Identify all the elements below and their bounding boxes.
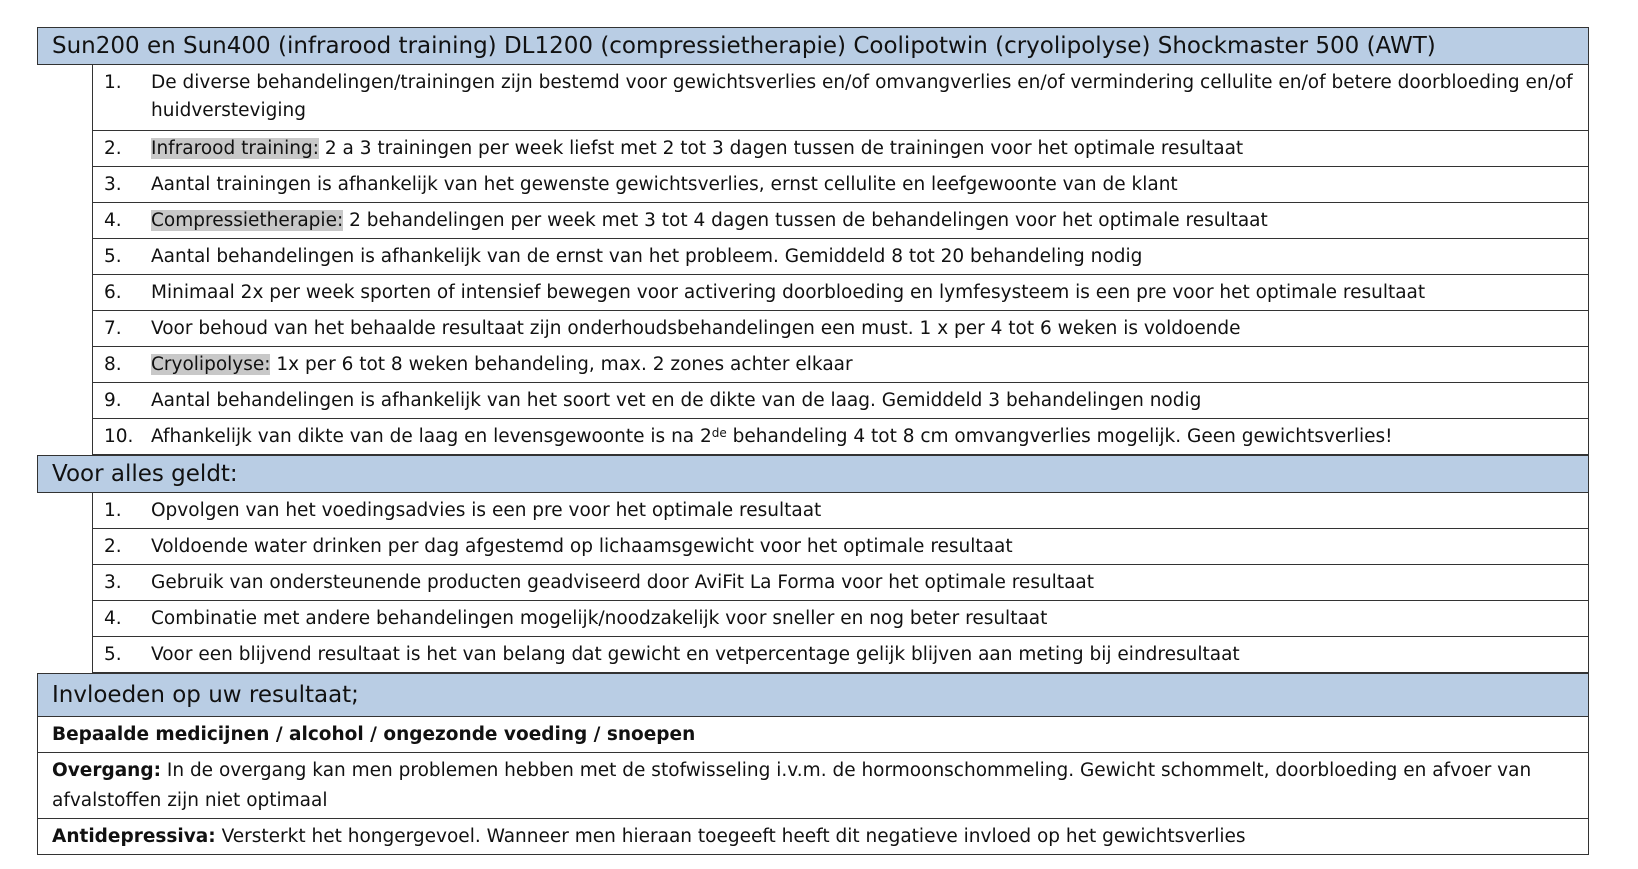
general-list <box>92 493 1589 673</box>
influence-row: Antidepressiva: Versterkt het hongergevoel. Wanneer men hieraan toegeeft heeft dit negatieve invloed op het gewichtsverlies <box>38 819 1588 855</box>
highlight-label: Cryolipolyse: <box>151 354 271 375</box>
influence-row: Bepaalde medicijnen / alcohol / ongezonde voeding / snoepen <box>38 717 1588 753</box>
list-item: 1. De diverse behandelingen/trainingen zijn bestemd voor gewichtsverlies en/of omvangverlies en/of vermindering cellulite en/of betere doorbloeding en/of huidversteviging <box>93 65 1588 131</box>
list-item: 1. Opvolgen van het voedingsadvies is een pre voor het optimale resultaat <box>93 493 1588 529</box>
section-title-treatments: Sun200 en Sun400 (infrarood training) DL1200 (compressietherapie) Coolipotwin (cryolipolyse) Shockmaster 500 (AWT) <box>37 27 1589 65</box>
section-title-general: Voor alles geldt: <box>37 455 1589 493</box>
list-item: 4. Combinatie met andere behandelingen mogelijk/noodzakelijk voor sneller en nog beter resultaat <box>93 601 1588 637</box>
list-item: 2. Voldoende water drinken per dag afgestemd op lichaamsgewicht voor het optimale resultaat <box>93 529 1588 565</box>
influences-list <box>37 717 1589 855</box>
list-item: 10. Afhankelijk van dikte van de laag en levensgewoonte is na 2de behandeling 4 tot 8 cm omvangverlies mogelijk. Geen gewichtsverlies! <box>93 419 1588 455</box>
highlight-label: Compressietherapie: <box>151 210 344 231</box>
list-item: 3. Gebruik van ondersteunende producten geadviseerd door AviFit La Forma voor het optimale resultaat <box>93 565 1588 601</box>
list-item: 3. Aantal trainingen is afhankelijk van het gewenste gewichtsverlies, ernst cellulite en leefgewoonte van de klant <box>93 167 1588 203</box>
document <box>37 27 1589 855</box>
highlight-label: Infrarood training: <box>151 138 319 159</box>
list-item: 6. Minimaal 2x per week sporten of intensief bewegen voor activering doorbloeding en lymfesysteem is een pre voor het optimale resultaat <box>93 275 1588 311</box>
list-item: 9. Aantal behandelingen is afhankelijk van het soort vet en de dikte van de laag. Gemiddeld 3 behandelingen nodig <box>93 383 1588 419</box>
list-item: 8. Cryolipolyse: 1x per 6 tot 8 weken behandeling, max. 2 zones achter elkaar <box>93 347 1588 383</box>
list-item: 5. Voor een blijvend resultaat is het van belang dat gewicht en vetpercentage gelijk blijven aan meting bij eindresultaat <box>93 637 1588 673</box>
list-item: 5. Aantal behandelingen is afhankelijk van de ernst van het probleem. Gemiddeld 8 tot 20 behandeling nodig <box>93 239 1588 275</box>
influence-row: Overgang: In de overgang kan men problemen hebben met de stofwisseling i.v.m. de hormoonschommeling. Gewicht schommelt, doorbloeding en afvoer van afvalstoffen zijn niet optimaal <box>38 753 1588 819</box>
list-item: 2. Infrarood training: 2 a 3 trainingen per week liefst met 2 tot 3 dagen tussen de trainingen voor het optimale resultaat <box>93 131 1588 167</box>
list-item: 4. Compressietherapie: 2 behandelingen per week met 3 tot 4 dagen tussen de behandelingen voor het optimale resultaat <box>93 203 1588 239</box>
section-title-influences: Invloeden op uw resultaat; <box>37 673 1589 717</box>
treatments-list <box>92 65 1589 455</box>
list-item: 7. Voor behoud van het behaalde resultaat zijn onderhoudsbehandelingen een must. 1 x per 4 tot 6 weken is voldoende <box>93 311 1588 347</box>
